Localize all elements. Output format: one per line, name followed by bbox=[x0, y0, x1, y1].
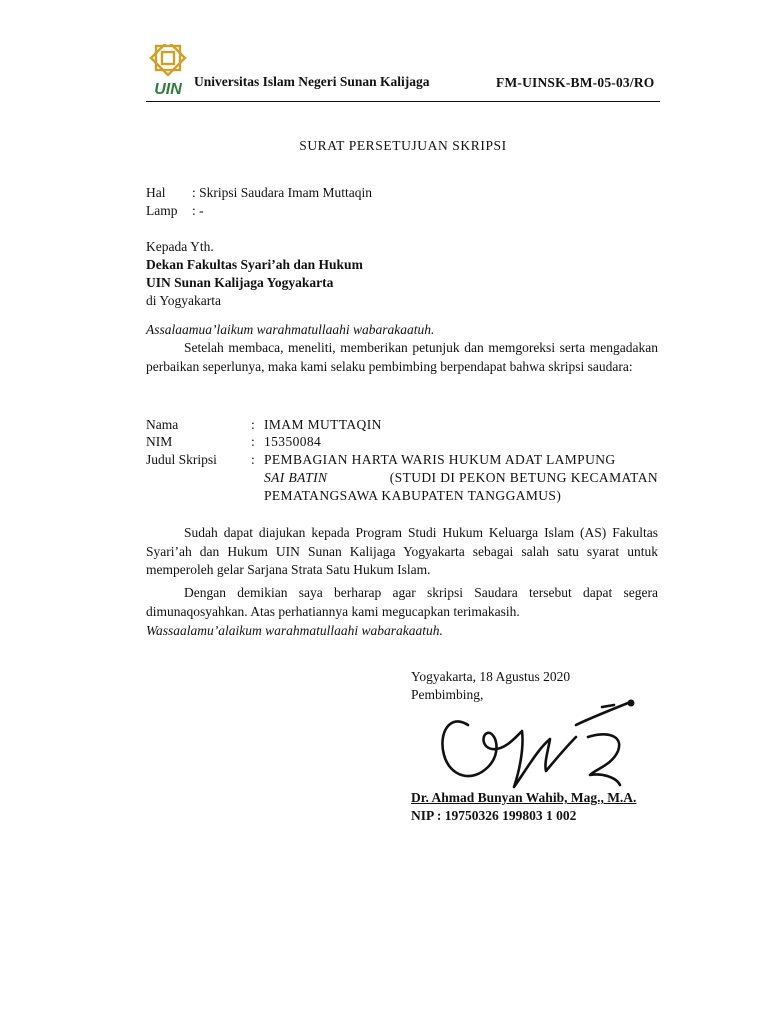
judul-colon: : bbox=[251, 452, 255, 467]
opening-salutation: Assalaamua’laikum warahmatullaahi wabarakaatuh. bbox=[146, 322, 435, 337]
form-code: FM-UINSK-BM-05-03/RO bbox=[496, 75, 655, 90]
hal-value: : Skripsi Saudara Imam Muttaqin bbox=[192, 185, 372, 200]
lamp-label: Lamp bbox=[146, 203, 178, 218]
signature-image bbox=[420, 685, 650, 795]
signer-nip: NIP : 19750326 199803 1 002 bbox=[411, 808, 577, 823]
letter-title: SURAT PERSETUJUAN SKRIPSI bbox=[299, 138, 507, 153]
closing-salutation: Wassaalamu’alaikum warahmatullaahi wabarakaatuh. bbox=[146, 623, 443, 638]
recipient-line-4: di Yogyakarta bbox=[146, 293, 221, 308]
judul-line-3: PEMATANGSAWA KABUPATEN TANGGAMUS) bbox=[264, 488, 562, 503]
recipient-line-2: Dekan Fakultas Syari’ah dan Hukum bbox=[146, 257, 363, 272]
judul-line-1: PEMBAGIAN HARTA WARIS HUKUM ADAT LAMPUNG bbox=[264, 452, 616, 467]
nama-value: IMAM MUTTAQIN bbox=[264, 417, 382, 432]
signer-name: Dr. Ahmad Bunyan Wahib, Mag., M.A. bbox=[411, 790, 637, 805]
hal-label: Hal bbox=[146, 185, 166, 200]
judul-line-2 bbox=[264, 469, 658, 487]
university-name: Universitas Islam Negeri Sunan Kalijaga bbox=[194, 74, 430, 89]
signer-role: Pembimbing, bbox=[411, 687, 484, 702]
svg-text:UIN: UIN bbox=[154, 81, 182, 98]
uin-logo-icon bbox=[148, 44, 188, 98]
nim-value: 15350084 bbox=[264, 434, 322, 449]
nim-colon: : bbox=[251, 434, 255, 449]
judul-italic: SAI BATIN bbox=[264, 470, 328, 485]
nama-label: Nama bbox=[146, 417, 179, 432]
body-paragraph-2: Sudah dapat diajukan kepada Program Studi Hukum Keluarga Islam (AS) Fakultas Syari’ah dan Hukum UIN Sunan Kalijaga Yogyakarta sebagai salah satu syarat untuk memperoleh gelar Sarjana Strata Satu Hukum Islam. bbox=[146, 525, 658, 577]
nama-colon: : bbox=[251, 417, 255, 432]
header-divider bbox=[146, 101, 660, 102]
place-date: Yogyakarta, 18 Agustus 2020 bbox=[411, 669, 571, 684]
judul-label: Judul Skripsi bbox=[146, 452, 217, 467]
body-paragraph-1: Setelah membaca, meneliti, memberikan petunjuk dan memgoreksi serta mengadakan perbaikan seperlunya, maka kami selaku pembimbing berpendapat bahwa skripsi saudara: bbox=[146, 340, 658, 374]
recipient-line-1: Kepada Yth. bbox=[146, 239, 214, 254]
judul-line-2-rest: (STUDI DI PEKON BETUNG KECAMATAN bbox=[389, 470, 658, 485]
recipient-line-3: UIN Sunan Kalijaga Yogyakarta bbox=[146, 275, 334, 290]
lamp-value: : - bbox=[192, 203, 204, 218]
body-paragraph-3: Dengan demikian saya berharap agar skripsi Saudara tersebut dapat segera dimunaqosyahkan. Atas perhatiannya kami megucapkan terimakasih. bbox=[146, 585, 658, 619]
nim-label: NIM bbox=[146, 434, 173, 449]
